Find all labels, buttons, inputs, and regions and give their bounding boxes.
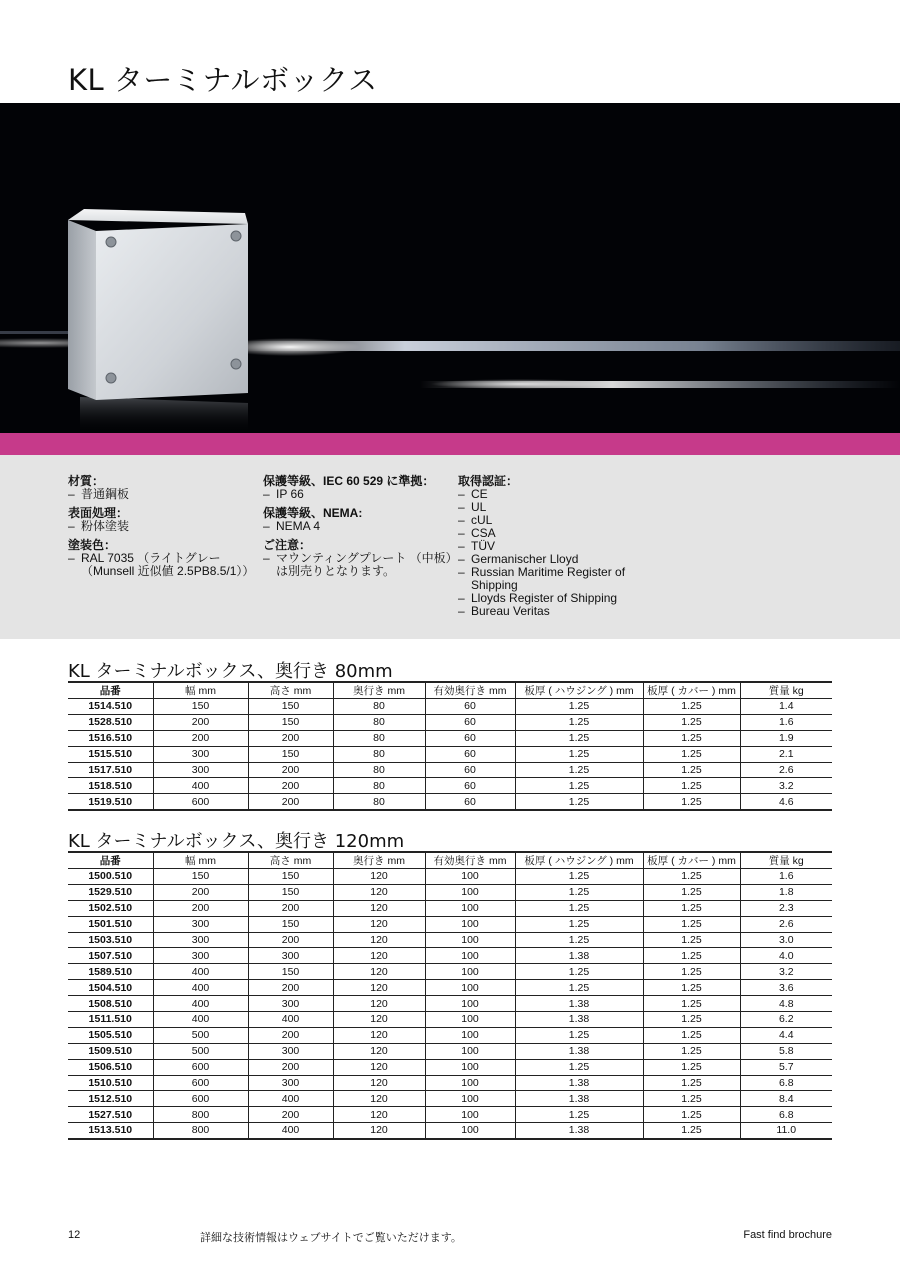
spec-item: – RAL 7035 （ライトグレー （Munsell 近似値 2.5PB8.5/1）） bbox=[68, 552, 258, 578]
part-number-cell: 1500.510 bbox=[68, 869, 153, 885]
spec-item: – Germanischer Lloyd bbox=[458, 553, 658, 566]
spec-item: – Bureau Veritas bbox=[458, 605, 658, 618]
table-cell: 300 bbox=[153, 948, 248, 964]
table-cell: 400 bbox=[248, 1091, 333, 1107]
table-cell: 1.25 bbox=[515, 916, 643, 932]
column-header: 高さ mm bbox=[248, 852, 333, 869]
table-cell: 1.25 bbox=[515, 762, 643, 778]
table-cell: 3.2 bbox=[740, 778, 832, 794]
table-row bbox=[68, 916, 832, 932]
table-cell: 100 bbox=[425, 948, 515, 964]
table-cell: 80 bbox=[333, 699, 425, 715]
table-header-row bbox=[68, 682, 832, 699]
table-row bbox=[68, 762, 832, 778]
table-cell: 100 bbox=[425, 964, 515, 980]
table-cell: 1.6 bbox=[740, 869, 832, 885]
table-row bbox=[68, 1091, 832, 1107]
table-cell: 600 bbox=[153, 794, 248, 810]
table-row bbox=[68, 1075, 832, 1091]
table-cell: 1.25 bbox=[515, 964, 643, 980]
table-cell: 120 bbox=[333, 1107, 425, 1123]
table-cell: 1.25 bbox=[643, 730, 740, 746]
table-cell: 150 bbox=[248, 714, 333, 730]
table-cell: 8.4 bbox=[740, 1091, 832, 1107]
table-row bbox=[68, 1107, 832, 1123]
table-cell: 120 bbox=[333, 932, 425, 948]
spec-heading: 保護等級、IEC 60 529 に準拠： bbox=[263, 474, 435, 488]
part-number-cell: 1516.510 bbox=[68, 730, 153, 746]
spec-item: – UL bbox=[458, 501, 658, 514]
table-cell: 120 bbox=[333, 1043, 425, 1059]
column-header: 質量 kg bbox=[740, 682, 832, 699]
table-cell: 100 bbox=[425, 1059, 515, 1075]
spec-heading: 表面処理： bbox=[68, 506, 129, 520]
spec-group-nema bbox=[263, 507, 458, 533]
table-cell: 1.25 bbox=[515, 869, 643, 885]
spec-item: – cUL bbox=[458, 514, 658, 527]
table-cell: 300 bbox=[153, 916, 248, 932]
table-cell: 1.25 bbox=[643, 884, 740, 900]
table-row bbox=[68, 778, 832, 794]
spec-item: – CSA bbox=[458, 527, 658, 540]
table-cell: 5.7 bbox=[740, 1059, 832, 1075]
table-cell: 1.38 bbox=[515, 1123, 643, 1139]
part-number-cell: 1529.510 bbox=[68, 884, 153, 900]
part-number-cell: 1513.510 bbox=[68, 1123, 153, 1139]
part-number-cell: 1527.510 bbox=[68, 1107, 153, 1123]
table-cell: 1.25 bbox=[643, 1091, 740, 1107]
column-header: 品番 bbox=[68, 852, 153, 869]
table-cell: 400 bbox=[153, 1012, 248, 1028]
table-cell: 120 bbox=[333, 1012, 425, 1028]
terminal-box-product-image bbox=[0, 103, 900, 433]
column-header: 有効奥行き mm bbox=[425, 852, 515, 869]
table-cell: 80 bbox=[333, 762, 425, 778]
table-row bbox=[68, 948, 832, 964]
table-cell: 200 bbox=[248, 1107, 333, 1123]
part-number-cell: 1517.510 bbox=[68, 762, 153, 778]
table-cell: 100 bbox=[425, 884, 515, 900]
table-cell: 200 bbox=[153, 900, 248, 916]
table-cell: 5.8 bbox=[740, 1043, 832, 1059]
part-number-cell: 1510.510 bbox=[68, 1075, 153, 1091]
part-number-cell: 1528.510 bbox=[68, 714, 153, 730]
table-cell: 1.38 bbox=[515, 1012, 643, 1028]
part-number-cell: 1506.510 bbox=[68, 1059, 153, 1075]
table-cell: 2.6 bbox=[740, 916, 832, 932]
table-cell: 60 bbox=[425, 746, 515, 762]
table-cell: 1.25 bbox=[515, 1027, 643, 1043]
table-cell: 150 bbox=[248, 964, 333, 980]
table-cell: 1.25 bbox=[643, 762, 740, 778]
column-header: 板厚 ( ハウジング ) mm bbox=[515, 852, 643, 869]
table-title-80mm: KL ターミナルボックス、奥行き 80mm bbox=[68, 661, 393, 682]
table-cell: 1.9 bbox=[740, 730, 832, 746]
table-cell: 200 bbox=[248, 778, 333, 794]
table-cell: 80 bbox=[333, 746, 425, 762]
spec-heading: 保護等級、NEMA: bbox=[263, 506, 363, 520]
spec-item: – 普通鋼板 bbox=[68, 488, 258, 501]
table-cell: 2.6 bbox=[740, 762, 832, 778]
table-cell: 120 bbox=[333, 869, 425, 885]
spec-group-color bbox=[68, 539, 258, 578]
spec-heading: ご注意： bbox=[263, 538, 312, 552]
spec-heading: 材質： bbox=[68, 474, 105, 488]
table-cell: 1.25 bbox=[515, 884, 643, 900]
table-cell: 1.25 bbox=[643, 794, 740, 810]
table-cell: 120 bbox=[333, 964, 425, 980]
table-cell: 100 bbox=[425, 1075, 515, 1091]
spec-item: – IP 66 bbox=[263, 488, 458, 501]
table-row bbox=[68, 1123, 832, 1139]
table-cell: 6.8 bbox=[740, 1107, 832, 1123]
table-cell: 150 bbox=[248, 746, 333, 762]
table-cell: 1.25 bbox=[515, 699, 643, 715]
spec-item: – TÜV bbox=[458, 540, 658, 553]
table-cell: 1.25 bbox=[643, 746, 740, 762]
part-number-cell: 1512.510 bbox=[68, 1091, 153, 1107]
table-cell: 1.25 bbox=[643, 778, 740, 794]
table-cell: 1.38 bbox=[515, 1043, 643, 1059]
table-cell: 1.25 bbox=[643, 1075, 740, 1091]
table-cell: 120 bbox=[333, 1123, 425, 1139]
part-number-cell: 1511.510 bbox=[68, 1012, 153, 1028]
part-number-cell: 1589.510 bbox=[68, 964, 153, 980]
table-cell: 1.38 bbox=[515, 948, 643, 964]
table-80mm bbox=[68, 681, 832, 811]
table-cell: 120 bbox=[333, 980, 425, 996]
table-cell: 150 bbox=[248, 916, 333, 932]
spec-column-2 bbox=[263, 475, 458, 584]
table-cell: 300 bbox=[248, 1075, 333, 1091]
table-cell: 1.25 bbox=[643, 932, 740, 948]
table-cell: 200 bbox=[153, 730, 248, 746]
table-cell: 100 bbox=[425, 1012, 515, 1028]
table-cell: 4.6 bbox=[740, 794, 832, 810]
spec-column-1 bbox=[68, 475, 258, 584]
table-cell: 150 bbox=[153, 869, 248, 885]
table-cell: 1.25 bbox=[643, 964, 740, 980]
spec-item: – Russian Maritime Register of Shipping bbox=[458, 566, 658, 592]
table-cell: 4.0 bbox=[740, 948, 832, 964]
table-row bbox=[68, 964, 832, 980]
table-cell: 80 bbox=[333, 714, 425, 730]
table-row bbox=[68, 1027, 832, 1043]
table-cell: 1.38 bbox=[515, 1091, 643, 1107]
spec-column-3 bbox=[458, 475, 658, 624]
table-cell: 200 bbox=[248, 762, 333, 778]
column-header: 奥行き mm bbox=[333, 852, 425, 869]
table-cell: 300 bbox=[153, 762, 248, 778]
part-number-cell: 1507.510 bbox=[68, 948, 153, 964]
table-cell: 6.8 bbox=[740, 1075, 832, 1091]
table-cell: 100 bbox=[425, 980, 515, 996]
spec-item: – マウンティングプレート （中板）は別売りとなります。 bbox=[263, 552, 458, 578]
spec-heading: 塗装色： bbox=[68, 538, 117, 552]
hero-image bbox=[0, 103, 900, 433]
spec-group-ip bbox=[263, 475, 458, 501]
table-cell: 120 bbox=[333, 1091, 425, 1107]
spec-item: – Lloyds Register of Shipping bbox=[458, 592, 658, 605]
table-row bbox=[68, 1012, 832, 1028]
table-cell: 800 bbox=[153, 1123, 248, 1139]
table-cell: 200 bbox=[248, 730, 333, 746]
table-cell: 60 bbox=[425, 778, 515, 794]
spec-group-material bbox=[68, 475, 258, 501]
table-cell: 600 bbox=[153, 1059, 248, 1075]
table-cell: 120 bbox=[333, 996, 425, 1012]
table-cell: 300 bbox=[153, 932, 248, 948]
table-cell: 150 bbox=[248, 699, 333, 715]
table-cell: 500 bbox=[153, 1043, 248, 1059]
table-cell: 400 bbox=[153, 964, 248, 980]
table-cell: 60 bbox=[425, 699, 515, 715]
table-cell: 1.25 bbox=[643, 1027, 740, 1043]
table-cell: 400 bbox=[153, 996, 248, 1012]
table-row bbox=[68, 869, 832, 885]
table-cell: 1.25 bbox=[515, 794, 643, 810]
table-row bbox=[68, 794, 832, 810]
page-number: 12 bbox=[68, 1229, 81, 1241]
table-cell: 100 bbox=[425, 1123, 515, 1139]
table-cell: 1.25 bbox=[643, 916, 740, 932]
table-cell: 1.25 bbox=[643, 1059, 740, 1075]
spec-group-certifications bbox=[458, 475, 658, 618]
spec-group-note bbox=[263, 539, 458, 578]
table-cell: 1.25 bbox=[643, 900, 740, 916]
table-cell: 1.25 bbox=[643, 869, 740, 885]
table-cell: 1.6 bbox=[740, 714, 832, 730]
column-header: 板厚 ( カバー ) mm bbox=[643, 852, 740, 869]
table-cell: 120 bbox=[333, 1059, 425, 1075]
table-header-row bbox=[68, 852, 832, 869]
table-row bbox=[68, 714, 832, 730]
accent-band bbox=[0, 433, 900, 455]
table-cell: 120 bbox=[333, 916, 425, 932]
table-cell: 400 bbox=[248, 1123, 333, 1139]
table-cell: 100 bbox=[425, 916, 515, 932]
table-cell: 300 bbox=[153, 746, 248, 762]
table-cell: 150 bbox=[153, 699, 248, 715]
table-row bbox=[68, 932, 832, 948]
table-cell: 400 bbox=[153, 980, 248, 996]
table-cell: 100 bbox=[425, 996, 515, 1012]
part-number-cell: 1518.510 bbox=[68, 778, 153, 794]
table-row bbox=[68, 996, 832, 1012]
table-cell: 80 bbox=[333, 730, 425, 746]
table-cell: 200 bbox=[248, 900, 333, 916]
table-cell: 60 bbox=[425, 762, 515, 778]
table-cell: 100 bbox=[425, 1107, 515, 1123]
table-cell: 1.38 bbox=[515, 996, 643, 1012]
table-cell: 3.2 bbox=[740, 964, 832, 980]
table-cell: 1.25 bbox=[643, 1043, 740, 1059]
table-cell: 4.4 bbox=[740, 1027, 832, 1043]
page-title: KL ターミナルボックス bbox=[68, 63, 378, 97]
part-number-cell: 1514.510 bbox=[68, 699, 153, 715]
table-row bbox=[68, 1059, 832, 1075]
table-title-120mm: KL ターミナルボックス、奥行き 120mm bbox=[68, 831, 405, 852]
table-row bbox=[68, 746, 832, 762]
table-cell: 100 bbox=[425, 869, 515, 885]
table-cell: 1.25 bbox=[515, 730, 643, 746]
table-cell: 120 bbox=[333, 1075, 425, 1091]
table-cell: 300 bbox=[248, 948, 333, 964]
table-cell: 1.25 bbox=[643, 1012, 740, 1028]
table-cell: 1.25 bbox=[515, 778, 643, 794]
table-cell: 200 bbox=[248, 1027, 333, 1043]
table-cell: 1.25 bbox=[515, 1107, 643, 1123]
table-cell: 6.2 bbox=[740, 1012, 832, 1028]
part-number-cell: 1508.510 bbox=[68, 996, 153, 1012]
column-header: 板厚 ( ハウジング ) mm bbox=[515, 682, 643, 699]
table-cell: 200 bbox=[248, 794, 333, 810]
table-cell: 1.25 bbox=[515, 714, 643, 730]
table-cell: 1.25 bbox=[643, 699, 740, 715]
table-cell: 80 bbox=[333, 794, 425, 810]
table-cell: 500 bbox=[153, 1027, 248, 1043]
column-header: 板厚 ( カバー ) mm bbox=[643, 682, 740, 699]
part-number-cell: 1509.510 bbox=[68, 1043, 153, 1059]
table-cell: 60 bbox=[425, 714, 515, 730]
table-cell: 3.6 bbox=[740, 980, 832, 996]
table-cell: 300 bbox=[248, 996, 333, 1012]
spec-panel bbox=[0, 455, 900, 639]
part-number-cell: 1502.510 bbox=[68, 900, 153, 916]
part-number-cell: 1515.510 bbox=[68, 746, 153, 762]
table-cell: 100 bbox=[425, 1091, 515, 1107]
table-cell: 100 bbox=[425, 900, 515, 916]
table-cell: 800 bbox=[153, 1107, 248, 1123]
table-cell: 120 bbox=[333, 884, 425, 900]
table-cell: 120 bbox=[333, 1027, 425, 1043]
table-cell: 1.8 bbox=[740, 884, 832, 900]
table-cell: 2.3 bbox=[740, 900, 832, 916]
table-cell: 1.25 bbox=[643, 1123, 740, 1139]
table-cell: 1.25 bbox=[643, 1107, 740, 1123]
table-cell: 1.25 bbox=[515, 746, 643, 762]
part-number-cell: 1501.510 bbox=[68, 916, 153, 932]
table-row bbox=[68, 980, 832, 996]
spec-group-surface bbox=[68, 507, 258, 533]
table-cell: 100 bbox=[425, 1027, 515, 1043]
table-cell: 3.0 bbox=[740, 932, 832, 948]
footer-note: 詳細な技術情報はウェブサイトでご覧いただけます。 bbox=[200, 1232, 462, 1244]
table-cell: 600 bbox=[153, 1091, 248, 1107]
part-number-cell: 1504.510 bbox=[68, 980, 153, 996]
table-cell: 60 bbox=[425, 794, 515, 810]
table-cell: 400 bbox=[248, 1012, 333, 1028]
table-cell: 1.25 bbox=[515, 1059, 643, 1075]
table-row bbox=[68, 884, 832, 900]
column-header: 高さ mm bbox=[248, 682, 333, 699]
spec-heading: 取得認証： bbox=[458, 474, 519, 488]
column-header: 幅 mm bbox=[153, 852, 248, 869]
table-row bbox=[68, 1043, 832, 1059]
spec-item: – 粉体塗装 bbox=[68, 520, 258, 533]
table-cell: 1.25 bbox=[515, 932, 643, 948]
table-cell: 1.4 bbox=[740, 699, 832, 715]
part-number-cell: 1503.510 bbox=[68, 932, 153, 948]
table-cell: 150 bbox=[248, 884, 333, 900]
table-cell: 11.0 bbox=[740, 1123, 832, 1139]
table-cell: 1.25 bbox=[643, 980, 740, 996]
part-number-cell: 1519.510 bbox=[68, 794, 153, 810]
column-header: 奥行き mm bbox=[333, 682, 425, 699]
table-row bbox=[68, 699, 832, 715]
table-cell: 400 bbox=[153, 778, 248, 794]
table-cell: 1.25 bbox=[643, 714, 740, 730]
table-cell: 200 bbox=[153, 884, 248, 900]
table-cell: 1.25 bbox=[515, 980, 643, 996]
table-cell: 120 bbox=[333, 900, 425, 916]
column-header: 品番 bbox=[68, 682, 153, 699]
table-cell: 120 bbox=[333, 948, 425, 964]
table-cell: 200 bbox=[248, 932, 333, 948]
table-cell: 4.8 bbox=[740, 996, 832, 1012]
table-cell: 1.25 bbox=[643, 996, 740, 1012]
table-row bbox=[68, 730, 832, 746]
column-header: 質量 kg bbox=[740, 852, 832, 869]
table-cell: 1.38 bbox=[515, 1075, 643, 1091]
table-cell: 1.25 bbox=[515, 900, 643, 916]
spec-item: – CE bbox=[458, 488, 658, 501]
table-cell: 80 bbox=[333, 778, 425, 794]
footer-brand: Fast find brochure bbox=[743, 1229, 832, 1241]
table-cell: 100 bbox=[425, 1043, 515, 1059]
table-cell: 300 bbox=[248, 1043, 333, 1059]
spec-item: – NEMA 4 bbox=[263, 520, 458, 533]
table-120mm bbox=[68, 851, 832, 1140]
column-header: 有効奥行き mm bbox=[425, 682, 515, 699]
table-cell: 150 bbox=[248, 869, 333, 885]
table-cell: 200 bbox=[153, 714, 248, 730]
table-row bbox=[68, 900, 832, 916]
column-header: 幅 mm bbox=[153, 682, 248, 699]
table-cell: 100 bbox=[425, 932, 515, 948]
table-cell: 200 bbox=[248, 980, 333, 996]
table-cell: 60 bbox=[425, 730, 515, 746]
table-cell: 600 bbox=[153, 1075, 248, 1091]
part-number-cell: 1505.510 bbox=[68, 1027, 153, 1043]
table-cell: 1.25 bbox=[643, 948, 740, 964]
table-cell: 2.1 bbox=[740, 746, 832, 762]
table-cell: 200 bbox=[248, 1059, 333, 1075]
